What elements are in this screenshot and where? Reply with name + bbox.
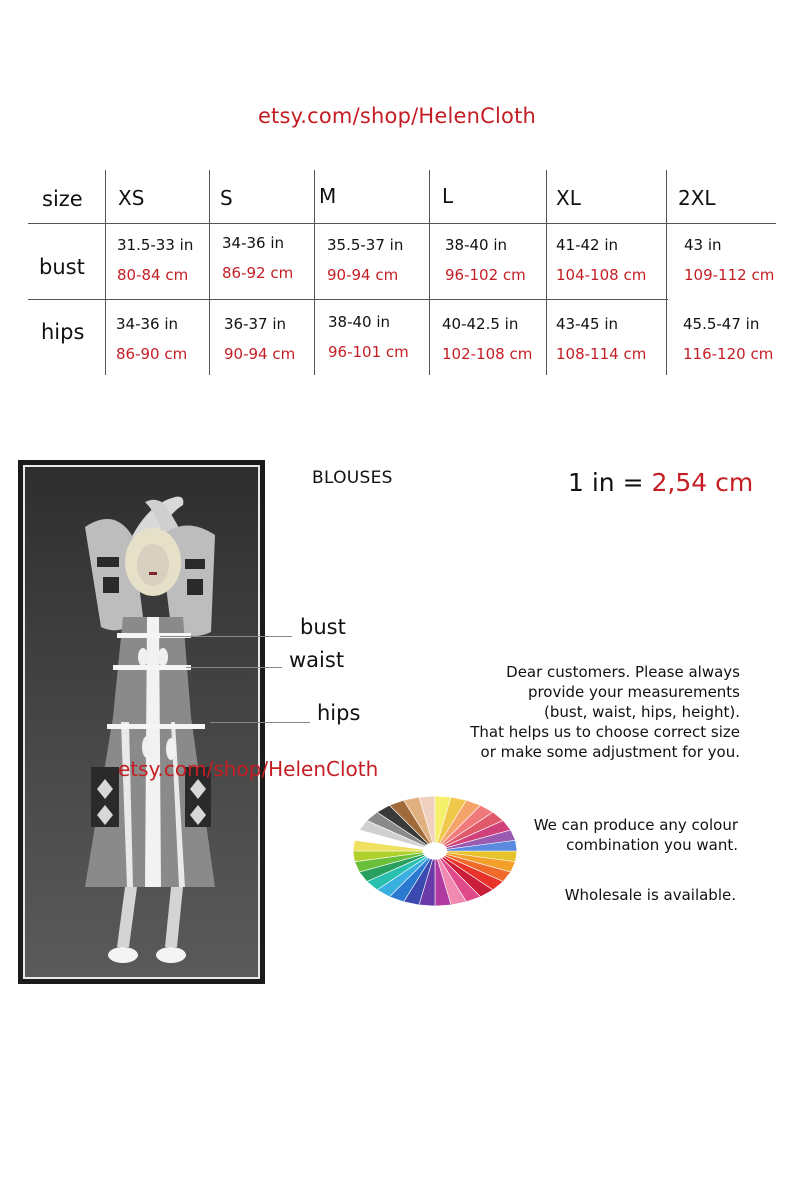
bust-cm-s: 86-92 cm (222, 264, 294, 282)
size-xs: XS (118, 186, 145, 210)
hips-cm-l: 102-108 cm (442, 345, 533, 363)
table-divider (105, 170, 106, 375)
notice-line: (bust, waist, hips, height). (544, 703, 740, 721)
size-header-label: size (42, 187, 83, 211)
waist-pointer-line (186, 667, 282, 668)
size-s: S (220, 186, 233, 210)
conversion-value: 2,54 cm (651, 468, 754, 497)
hips-in-xs: 34-36 in (116, 315, 179, 333)
table-divider (429, 170, 430, 375)
hips-cm-2xl: 116-120 cm (683, 345, 774, 363)
wholesale-note: Wholesale is available. (564, 886, 736, 904)
customer-notice (410, 662, 740, 762)
size-l: L (442, 184, 454, 208)
waist-label: waist (289, 648, 345, 672)
bust-pointer-line (160, 636, 292, 637)
fabric-swatch-fan (350, 796, 520, 916)
table-divider (28, 223, 776, 224)
notice-line: or make some adjustment for you. (480, 743, 740, 761)
table-divider (546, 170, 547, 375)
hips-in-2xl: 45.5-47 in (683, 315, 760, 333)
bust-cm-m: 90-94 cm (327, 266, 399, 284)
colour-note-line: We can produce any colour (533, 816, 738, 834)
table-divider (209, 170, 210, 375)
notice-line: Dear customers. Please always (506, 663, 740, 681)
size-m: M (319, 184, 337, 208)
notice-line: provide your measurements (527, 683, 740, 701)
bust-in-2xl: 43 in (684, 236, 722, 254)
shop-url[interactable]: etsy.com/shop/HelenCloth (257, 104, 537, 128)
bust-in-xs: 31.5-33 in (117, 236, 194, 254)
hips-cm-m: 96-101 cm (328, 343, 409, 361)
colour-note (478, 815, 738, 855)
bust-cm-xs: 80-84 cm (117, 266, 189, 284)
bust-in-l: 38-40 in (445, 236, 508, 254)
section-title: BLOUSES (312, 468, 393, 488)
hips-cm-xs: 86-90 cm (116, 345, 188, 363)
bust-cm-l: 96-102 cm (445, 266, 526, 284)
colour-note-line: combination you want. (566, 836, 738, 854)
swatch-ring (424, 843, 446, 859)
bust-label: bust (300, 615, 346, 639)
row-label-bust: bust (39, 255, 85, 279)
table-divider (314, 170, 315, 375)
hips-in-l: 40-42.5 in (442, 315, 519, 333)
conversion-prefix: 1 in = (568, 468, 652, 497)
hips-pointer-line (210, 722, 310, 723)
bust-cm-xl: 104-108 cm (556, 266, 647, 284)
bust-in-xl: 41-42 in (556, 236, 619, 254)
size-2xl: 2XL (678, 186, 716, 210)
hips-cm-xl: 108-114 cm (556, 345, 647, 363)
bust-in-s: 34-36 in (222, 234, 285, 252)
hips-in-s: 36-37 in (224, 315, 287, 333)
size-xl: XL (556, 186, 581, 210)
size-table (28, 170, 776, 375)
notice-line: That helps us to choose correct size (470, 723, 740, 741)
hips-in-xl: 43-45 in (556, 315, 619, 333)
row-label-hips: hips (41, 320, 85, 344)
table-divider (28, 299, 668, 300)
table-divider (666, 170, 667, 375)
hips-cm-s: 90-94 cm (224, 345, 296, 363)
unit-conversion (568, 468, 753, 497)
bust-cm-2xl: 109-112 cm (684, 266, 775, 284)
hips-in-m: 38-40 in (328, 313, 391, 331)
hips-label: hips (317, 701, 361, 725)
bust-in-m: 35.5-37 in (327, 236, 404, 254)
photo-watermark: etsy.com/shop/HelenCloth (118, 757, 379, 781)
